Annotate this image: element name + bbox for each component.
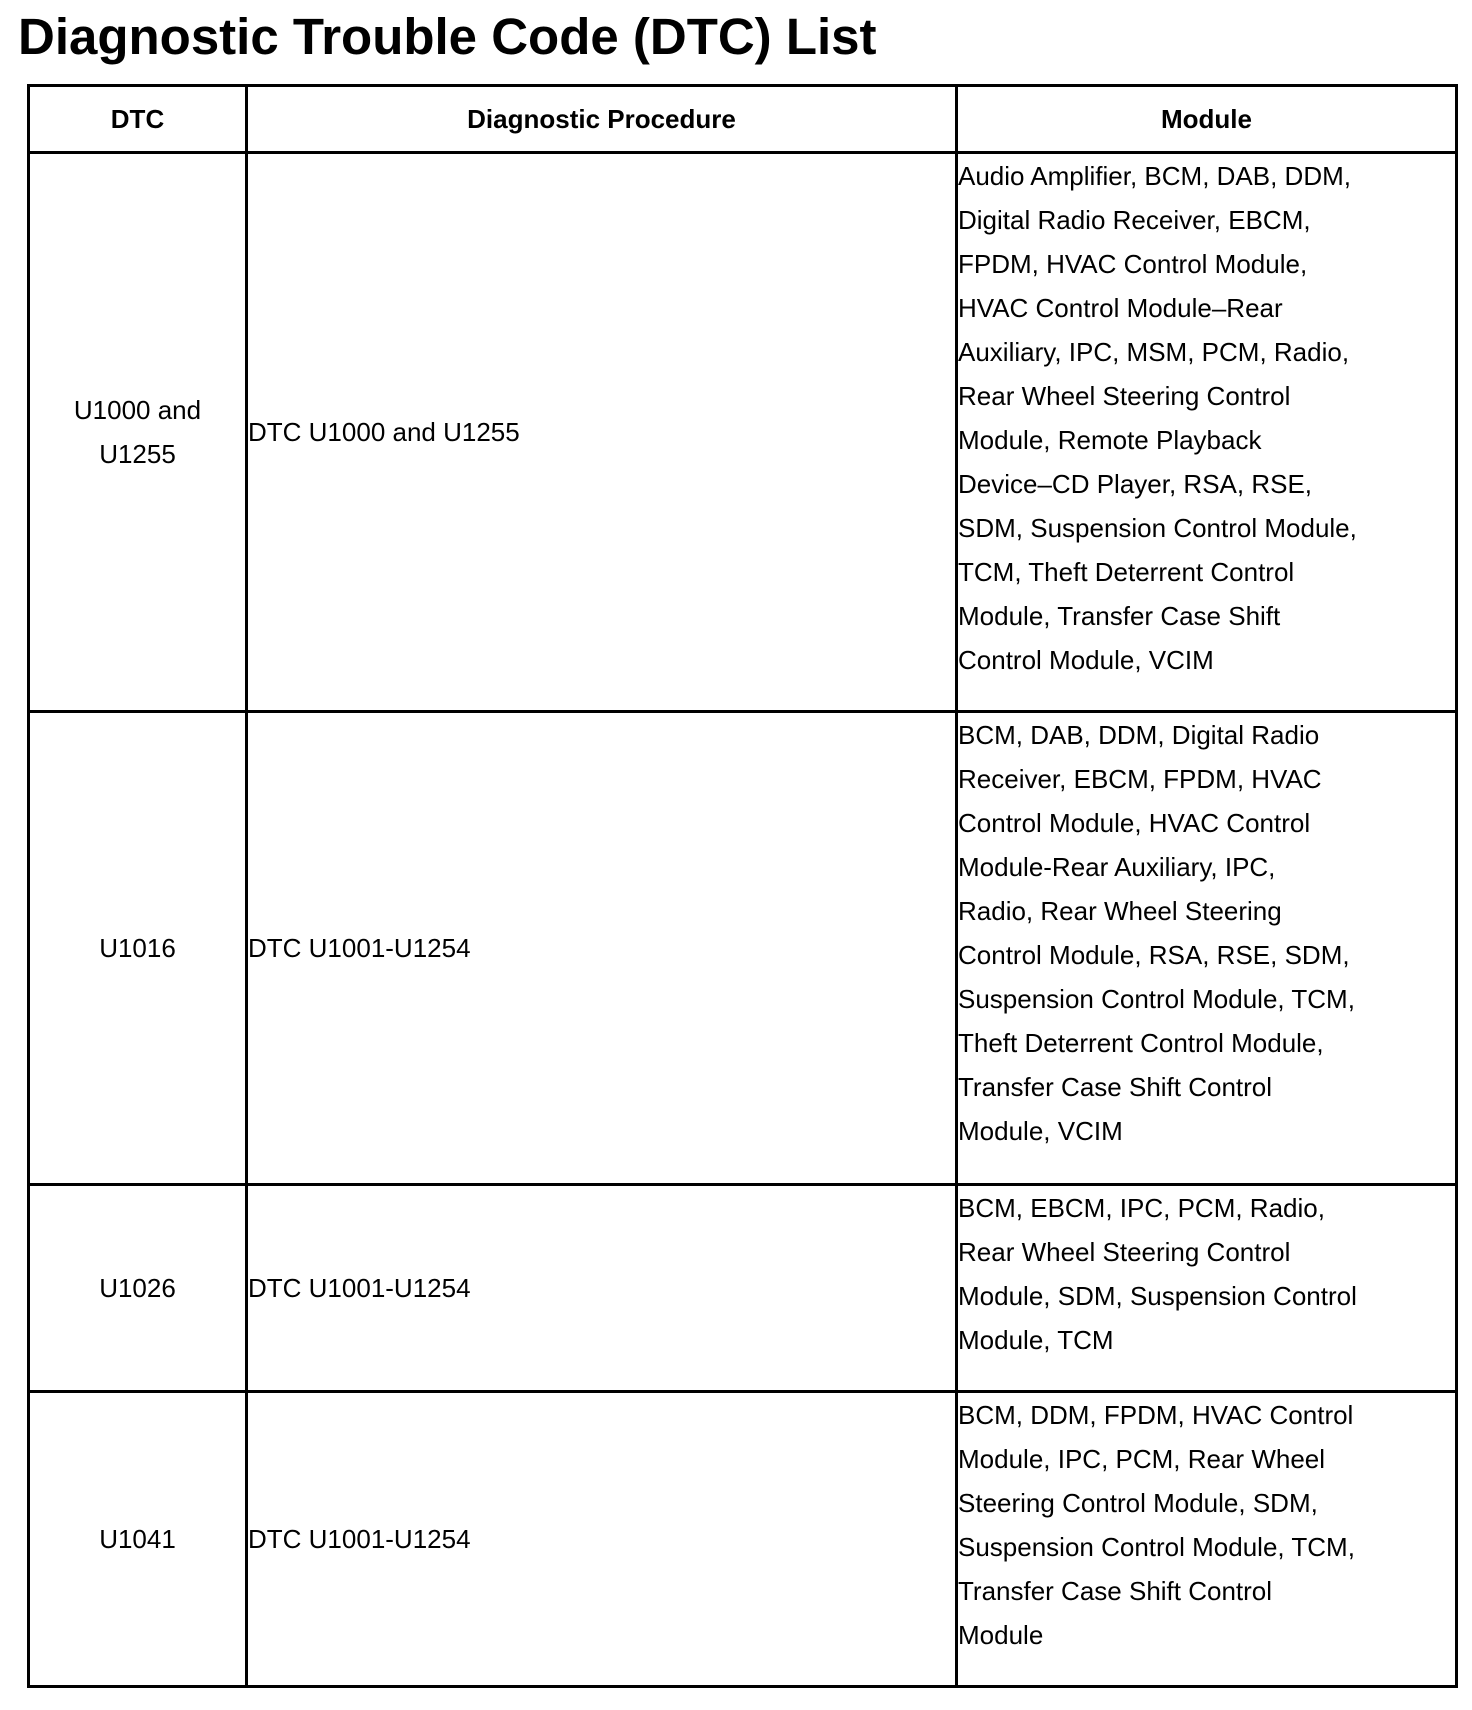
module-line: Steering Control Module, SDM, [958,1488,1318,1518]
module-line: Module [958,1620,1044,1650]
table-row [29,153,1457,712]
module-line: Receiver, EBCM, FPDM, HVAC [958,764,1322,794]
module-line: BCM, EBCM, IPC, PCM, Radio, [958,1193,1325,1223]
module-line: Module, Transfer Case Shift [958,601,1281,631]
module-line: Module, SDM, Suspension Control [958,1281,1357,1311]
dtc-cell [29,712,247,1185]
procedure-cell: DTC U1001-U1254 [247,1392,957,1687]
module-line: FPDM, HVAC Control Module, [958,249,1308,279]
module-line: Module, IPC, PCM, Rear Wheel [958,1444,1326,1474]
module-line: Module, TCM [958,1325,1114,1355]
module-line: Auxiliary, IPC, MSM, PCM, Radio, [958,337,1350,367]
module-cell [957,1185,1457,1392]
module-line: Audio Amplifier, BCM, DAB, DDM, [958,161,1351,191]
procedure-cell: DTC U1000 and U1255 [247,153,957,712]
module-line: HVAC Control Module–Rear [958,293,1283,323]
header-dtc: DTC [29,86,247,153]
dtc-code-line: U1016 [99,933,176,963]
dtc-cell [29,153,247,712]
module-cell [957,153,1457,712]
module-line: Module, Remote Playback [958,425,1262,455]
module-line: Transfer Case Shift Control [958,1072,1273,1102]
page-title: Diagnostic Trouble Code (DTC) List [18,8,877,65]
module-cell [957,1392,1457,1687]
module-cell [957,712,1457,1185]
module-line: Device–CD Player, RSA, RSE, [958,469,1313,499]
module-line: Theft Deterrent Control Module, [958,1028,1324,1058]
dtc-code-line: U1000 and [73,395,202,425]
module-line: Rear Wheel Steering Control [958,1237,1291,1267]
module-line: TCM, Theft Deterrent Control [958,557,1295,587]
module-line: Rear Wheel Steering Control [958,381,1291,411]
table-row [29,712,1457,1185]
dtc-code-line: U1026 [99,1273,176,1303]
module-line: Control Module, VCIM [958,645,1214,675]
dtc-code-line: U1041 [99,1524,176,1554]
table-row [29,1185,1457,1392]
module-line: Suspension Control Module, TCM, [958,1532,1355,1562]
module-line: Transfer Case Shift Control [958,1576,1273,1606]
dtc-table [27,84,1458,1688]
module-line: Control Module, HVAC Control [958,808,1311,838]
procedure-cell: DTC U1001-U1254 [247,712,957,1185]
module-line: Control Module, RSA, RSE, SDM, [958,940,1350,970]
table-header-row [29,86,1457,153]
header-diagnostic-procedure: Diagnostic Procedure [247,86,957,153]
module-line: BCM, DDM, FPDM, HVAC Control [958,1400,1354,1430]
header-module: Module [957,86,1457,153]
module-line: SDM, Suspension Control Module, [958,513,1357,543]
module-line: Digital Radio Receiver, EBCM, [958,205,1311,235]
module-line: Module, VCIM [958,1116,1123,1146]
module-line: Module-Rear Auxiliary, IPC, [958,852,1276,882]
module-line: Suspension Control Module, TCM, [958,984,1355,1014]
dtc-code-line: U1255 [99,439,176,469]
table-row [29,1392,1457,1687]
dtc-cell [29,1392,247,1687]
module-line: BCM, DAB, DDM, Digital Radio [958,720,1320,750]
module-line: Radio, Rear Wheel Steering [958,896,1282,926]
dtc-cell [29,1185,247,1392]
procedure-cell: DTC U1001-U1254 [247,1185,957,1392]
